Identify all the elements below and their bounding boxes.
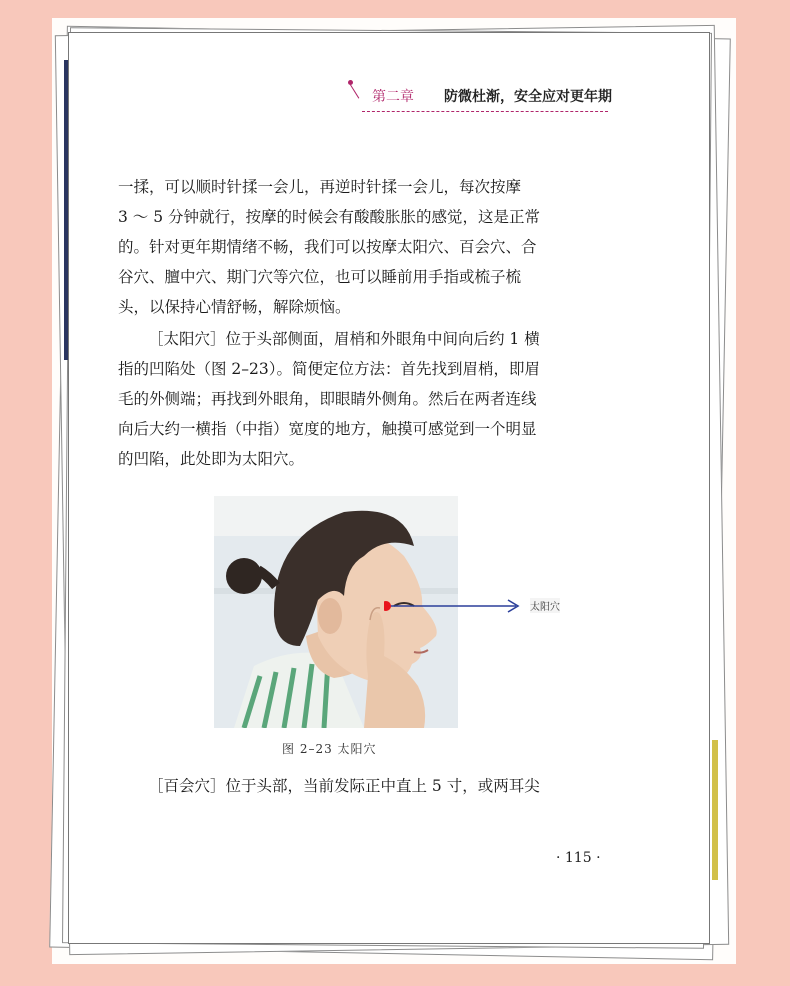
text-line: ［百会穴］位于头部，当前发际正中直上 5 寸，或两耳尖 xyxy=(148,777,540,795)
text-line: 毛的外侧端；再找到外眼角，即眼睛外侧角。然后在两者连线 xyxy=(118,390,537,408)
header-rule xyxy=(362,111,608,112)
running-header xyxy=(292,86,612,112)
text-line: 的。针对更年期情绪不畅，我们可以按摩太阳穴、百会穴、合 xyxy=(118,238,537,256)
text-line: 指的凹陷处（图 2–23）。简便定位方法：首先找到眉梢，即眉 xyxy=(118,360,541,378)
paragraph-taiyang xyxy=(118,324,618,474)
chapter-label: 第二章 xyxy=(372,89,414,105)
book-edge xyxy=(712,740,718,880)
text-line: 头，以保持心情舒畅，解除烦恼。 xyxy=(118,298,351,316)
text-line: ［太阳穴］位于头部侧面，眉梢和外眼角中间向后约 1 横 xyxy=(148,330,540,348)
figure-caption: 图 2–23 太阳穴 xyxy=(282,742,377,756)
paragraph-1 xyxy=(118,172,618,322)
text-line: 向后大约一横指（中指）宽度的地方，触摸可感觉到一个明显 xyxy=(118,420,537,438)
text-line: 的凹陷，此处即为太阳穴。 xyxy=(118,450,305,468)
chapter-title: 防微杜渐，安全应对更年期 xyxy=(444,89,612,105)
text-line: 谷穴、膻中穴、期门穴等穴位，也可以睡前用手指或梳子梳 xyxy=(118,268,522,286)
paragraph-baihui xyxy=(118,771,618,801)
pointer-arrow-icon xyxy=(384,597,524,615)
text-line: 一揉，可以顺时针揉一会儿，再逆时针揉一会儿，每次按摩 xyxy=(118,178,522,196)
text-line: 3 ～ 5 分钟就行，按摩的时候会有酸酸胀胀的感觉，这是正常 xyxy=(118,208,541,226)
acupoint-label: 太阳穴 xyxy=(530,598,560,613)
page-number: · 115 · xyxy=(556,850,601,866)
header-slash-icon xyxy=(350,84,359,98)
book-page xyxy=(68,32,710,944)
